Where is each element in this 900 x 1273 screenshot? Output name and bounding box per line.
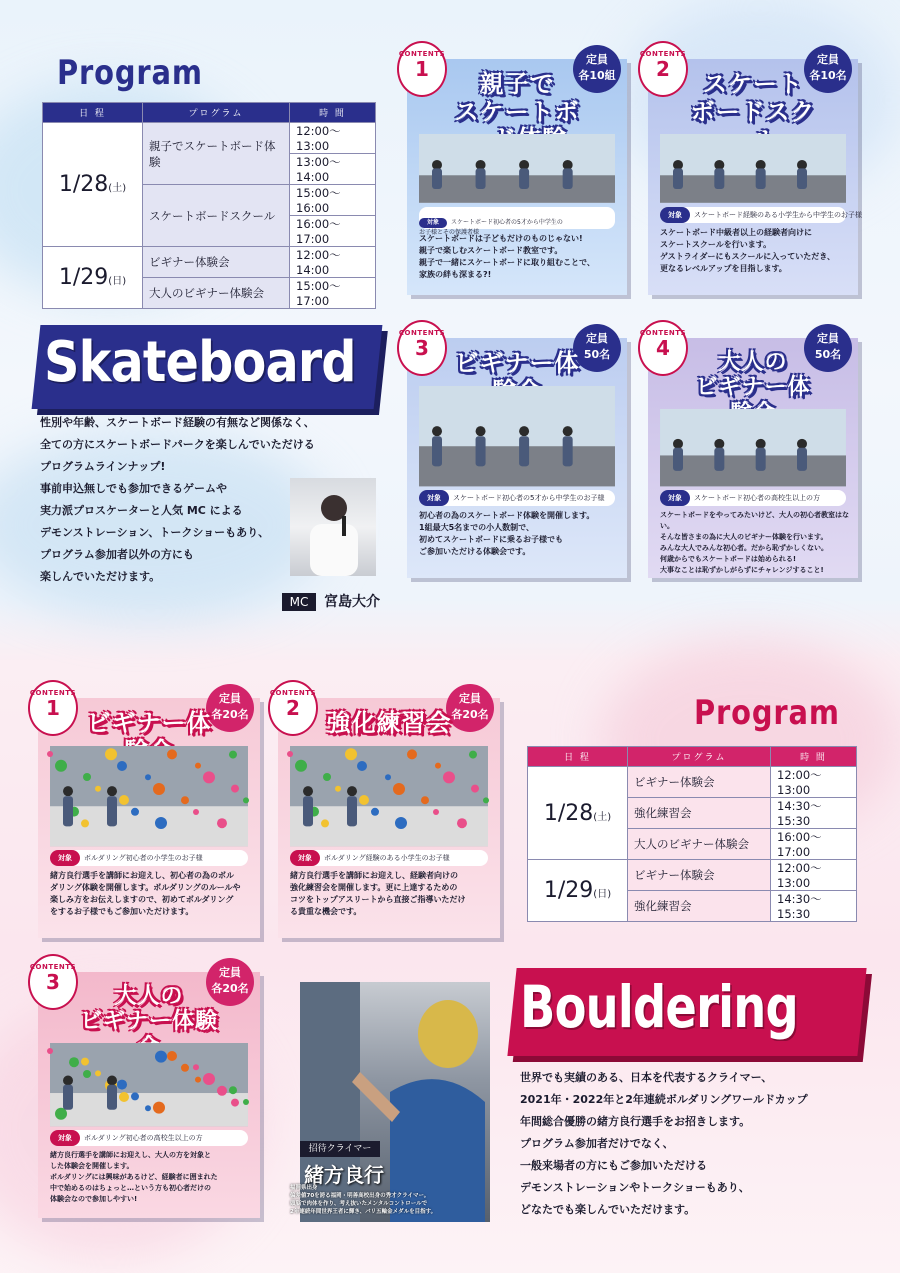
program-cell: スケートボードスクール	[143, 185, 290, 247]
program-card	[398, 50, 627, 295]
mc-photo	[290, 478, 376, 576]
time-cell: 14:30～15:30	[771, 891, 857, 922]
card-title: 大人の ビギナー体	[695, 350, 811, 401]
program-cell: ビギナー体験会	[628, 860, 771, 891]
time-cell: 12:00～14:00	[290, 247, 376, 278]
target-row	[50, 1130, 248, 1146]
target-label: 対象	[50, 1130, 80, 1146]
table-header: 時 間	[290, 103, 376, 123]
contents-badge: CONTENTS 4	[638, 320, 688, 376]
card-description: スケートボードは子どもだけのものじゃない! 親子で楽しむスケートボード教室です。 親子で一緒にスケートボードに取り組むことで、 家族の絆も深まる?!	[419, 234, 595, 279]
time-cell: 15:00～16:00	[290, 185, 376, 216]
program-card	[29, 689, 260, 938]
date-cell: 1/28(土)	[528, 767, 628, 860]
skate-body-text: 性別や年齢、スケートボード経験の有無など関係なく、 全ての方にスケートボードパークを楽しんでいただける プログラムラインナップ! 事前申込無しでも参加できるゲームや 実力派プロスケーターと人気 MC による デモンストレーション、トークショーもあり、 プログラム参加者以外の方にも 楽しんでいただけます。	[40, 416, 315, 583]
card-title: 大人の ビギナー体験	[79, 984, 218, 1035]
target-text: ボルダリング初心者の小学生のお子様	[84, 854, 203, 862]
event-photo	[419, 386, 615, 486]
program-card	[269, 689, 500, 938]
event-photo-illustration	[419, 134, 615, 203]
program-card	[29, 963, 260, 1218]
table-header: 時 間	[771, 747, 857, 767]
capacity-badge: 定員 50名	[573, 324, 621, 372]
event-photo-illustration	[419, 386, 615, 486]
target-row	[419, 490, 615, 506]
table-header: プログラム	[143, 103, 290, 123]
table-header: プログラム	[628, 747, 771, 767]
skate-program-table	[42, 102, 376, 309]
target-row	[660, 490, 846, 506]
target-text: ボルダリング初心者の高校生以上の方	[84, 1134, 203, 1142]
event-photo	[290, 746, 488, 846]
event-photo-illustration	[290, 746, 488, 846]
program-cell: 大人のビギナー体験会	[143, 278, 290, 309]
capacity-badge: 定員 各20名	[206, 684, 254, 732]
target-text: ボルダリング経験のある小学生のお子様	[324, 854, 450, 862]
program-card	[639, 50, 862, 295]
program-cell: 大人のビギナー体験会	[628, 829, 771, 860]
time-cell: 16:00～17:00	[290, 216, 376, 247]
boulder-body-text: 世界でも実績のある、日本を代表するクライマー、 2021年・2022年と2年連続ボルダリングワールドカップ 年間総合優勝の緒方良行選手をお招きします。 プログラム参加者だけでなく、 一般来場者の方にもご参加いただける デモンストレーションやトークショーもあり、 どなたでも楽しんでいただけます。	[520, 1071, 808, 1216]
capacity-badge: 定員 各20名	[446, 684, 494, 732]
event-photo-illustration	[50, 746, 248, 846]
time-cell: 12:00～13:00	[290, 123, 376, 154]
contents-badge: CONTENTS 2	[268, 680, 318, 736]
card-description: 緒方良行選手を講師にお迎えし、経験者向けの 強化練習会を開催します。更に上達するための コツをトップアスリートから直接ご指導いただけ る貴重な機会です。	[290, 871, 466, 916]
contents-badge: CONTENTS 1	[28, 680, 78, 736]
date-cell: 1/29(日)	[528, 860, 628, 922]
skate-title: Skateboard	[44, 330, 356, 395]
event-photo-illustration	[660, 134, 846, 203]
card-title: 強化練習会	[326, 709, 452, 737]
target-label: 対象	[50, 850, 80, 866]
time-cell: 16:00～17:00	[771, 829, 857, 860]
card-description: スケートボード中級者以上の経験者向けに スケートスクールを行います。 ゲストライダーにもスクールに入っていただき、 更なるレベルアップを目指します。	[660, 228, 835, 273]
time-cell: 13:00～14:00	[290, 154, 376, 185]
card-title: ビギナー体	[86, 709, 212, 737]
time-cell: 14:30～15:30	[771, 798, 857, 829]
time-cell: 12:00～13:00	[771, 860, 857, 891]
event-photo	[50, 1043, 248, 1126]
mc-name: 宮島大介	[324, 594, 380, 610]
capacity-badge: 定員 各20名	[206, 958, 254, 1006]
card-title: 親子で スケートボ	[454, 70, 580, 126]
target-row	[290, 850, 488, 866]
program-card	[398, 329, 627, 578]
program-cell: 親子でスケートボード体験	[143, 123, 290, 185]
date-cell: 1/29(日)	[43, 247, 143, 309]
target-label: 対象	[290, 850, 320, 866]
target-text: スケートボード経験のある小学生から中学生のお子様	[694, 211, 862, 219]
capacity-badge: 定員 各10組	[573, 45, 621, 93]
program-card	[639, 329, 858, 578]
target-label: 対象	[419, 490, 449, 506]
contents-badge: CONTENTS 2	[638, 41, 688, 97]
time-cell: 12:00～13:00	[771, 767, 857, 798]
event-photo-illustration	[660, 409, 846, 486]
time-cell: 15:00～17:00	[290, 278, 376, 309]
contents-badge: CONTENTS 1	[397, 41, 447, 97]
target-row	[419, 207, 615, 236]
target-text: スケートボード初心者の高校生以上の方	[694, 494, 820, 502]
guest-name: 緒方良行	[304, 1163, 384, 1187]
boulder-title: Bouldering	[520, 973, 798, 1041]
event-photo-illustration	[50, 1043, 248, 1126]
event-photo	[660, 409, 846, 486]
card-title: ビギナー体	[454, 349, 580, 377]
card-description: スケートボードをやってみたいけど、大人の初心者教室はない。 そんな皆さまの為に大人のビギナー体験を行います。 みんな大人でみんな初心者。だから恥ずかしくない。 何歳からでもスケートボードは始められる! 大事なことは恥ずかしがらずにチャレンジすること!	[660, 511, 849, 574]
guest-bio: 福岡県出身 偏差値70を誇る福岡・明善高校出身の秀才クライマー。 頭脳で肉体を作り、考え抜いたメンタルコントロールで 2年連続年間世界王者に輝き、パリ五輪金メダルを目指す。	[290, 1185, 437, 1215]
card-title: スケート ボードスク	[690, 70, 816, 126]
card-description: 緒方良行選手を講師にお迎えし、大人の方を対象と した体験会を開催します。 ボルダリングには興味があるけど、経験者に囲まれた 中で始めるのはちょっと…という方も初心者だけの 体験会なので参加しやすい!	[50, 1151, 218, 1203]
mc-label: MC	[282, 593, 316, 611]
target-label: 対象	[419, 218, 447, 228]
target-text: スケートボード初心者の5才から中学生のお子様	[453, 494, 605, 502]
person-illustration	[290, 478, 376, 576]
boulder-program-heading: Program	[694, 693, 840, 733]
card-description: 緒方良行選手を講師にお迎えし、初心者の為のボル ダリング体験を開催します。ボルダリングのルールや 楽しみ方をお伝えしますので、初めてボルダリング をするお子様でもご参加いただけます。	[50, 871, 241, 916]
program-cell: ビギナー体験会	[143, 247, 290, 278]
capacity-badge: 定員 50名	[804, 324, 852, 372]
table-header: 日 程	[528, 747, 628, 767]
program-cell: 強化練習会	[628, 798, 771, 829]
table-header: 日 程	[43, 103, 143, 123]
target-text: スケートボード初心者の5才から中学生の お子様とその保護者様	[419, 219, 563, 236]
target-row	[660, 207, 862, 223]
event-photo	[50, 746, 248, 846]
boulder-program-table	[527, 746, 857, 922]
target-label: 対象	[660, 490, 690, 506]
skate-program-heading: Program	[57, 53, 203, 93]
capacity-badge: 定員 各10名	[804, 45, 852, 93]
program-cell: 強化練習会	[628, 891, 771, 922]
event-photo	[660, 134, 846, 203]
event-photo	[419, 134, 615, 203]
date-cell: 1/28(土)	[43, 123, 143, 247]
target-row	[50, 850, 248, 866]
target-label: 対象	[660, 207, 690, 223]
guest-label: 招待クライマー	[300, 1141, 380, 1157]
program-cell: ビギナー体験会	[628, 767, 771, 798]
contents-badge: CONTENTS 3	[28, 954, 78, 1010]
card-description: 初心者の為のスケートボード体験を開催します。 1組最大5名までの小人数制で、 初めてスケートボードに乗るお子様でも ご参加いただける体験会です。	[419, 511, 595, 556]
contents-badge: CONTENTS 3	[397, 320, 447, 376]
